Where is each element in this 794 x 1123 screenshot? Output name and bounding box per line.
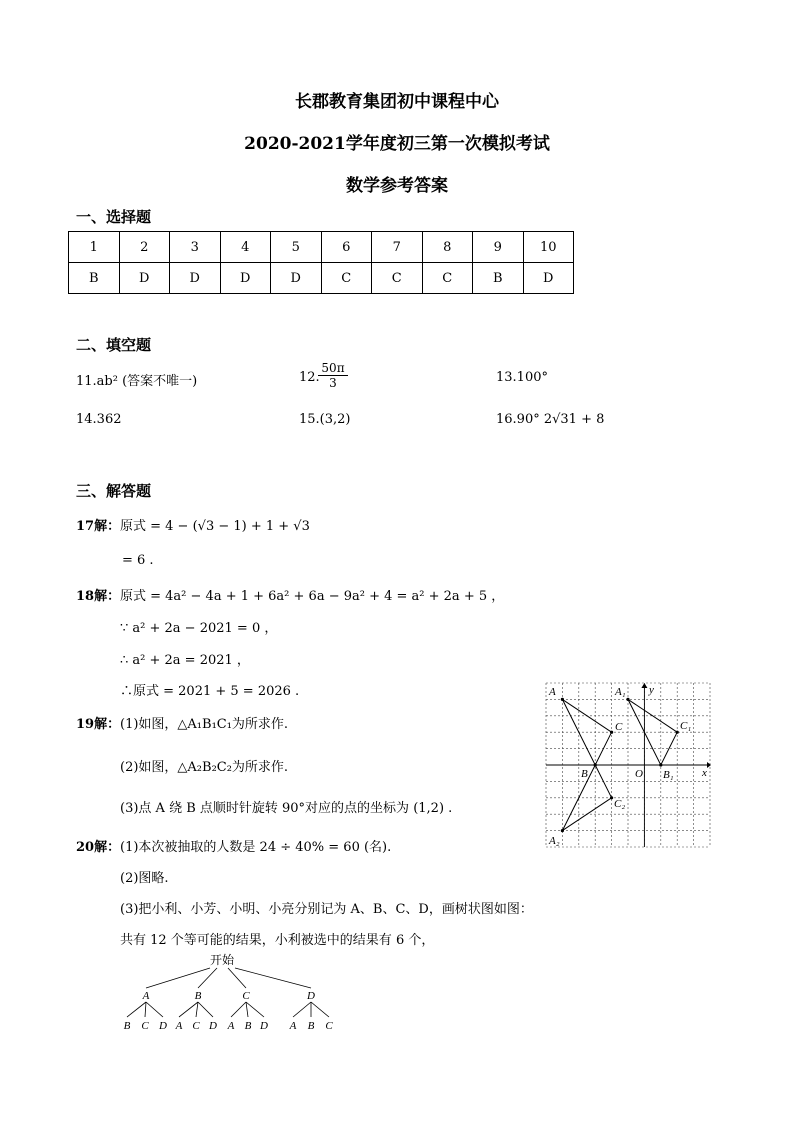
answer-table bbox=[68, 231, 574, 294]
point-b bbox=[594, 763, 597, 766]
tree-node-c: C bbox=[242, 990, 250, 1002]
table-cell: D bbox=[119, 263, 170, 294]
table-cell: 8 bbox=[422, 232, 473, 263]
axes bbox=[546, 685, 707, 847]
fraction-denominator: 3 bbox=[329, 376, 337, 390]
label-a: A bbox=[549, 686, 556, 698]
answer-16: 16.90° 2√31 + 8 bbox=[496, 412, 605, 427]
point-c2 bbox=[610, 796, 613, 799]
table-cell: 2 bbox=[119, 232, 170, 263]
q20-label: 20解： bbox=[76, 840, 121, 855]
table-cell: D bbox=[523, 263, 574, 294]
tree-root: 开始 bbox=[209, 953, 235, 967]
table-cell: 1 bbox=[69, 232, 120, 263]
label-c2: C₂ bbox=[614, 798, 626, 810]
q17-line-1: 原式 = 4 − (√3 − 1) + 1 + √3 bbox=[120, 519, 310, 534]
section-3-title: 三、解答题 bbox=[76, 482, 152, 500]
tree-leaf: C bbox=[192, 1020, 200, 1032]
table-cell: 7 bbox=[372, 232, 423, 263]
tree-leaf: C bbox=[325, 1020, 333, 1032]
q20-line-4: 共有 12 个等可能的结果，小利被选中的结果有 6 个， bbox=[120, 933, 435, 948]
table-cell: C bbox=[372, 263, 423, 294]
table-cell: B bbox=[473, 263, 524, 294]
q18-line-1: 原式 = 4a² − 4a + 1 + 6a² + 6a − 9a² + 4 = a² + 2a + 5 ， bbox=[120, 589, 505, 604]
answer-table-number-row bbox=[69, 232, 574, 263]
table-cell: 3 bbox=[170, 232, 221, 263]
q19-label: 19解： bbox=[76, 717, 121, 732]
point-a bbox=[561, 698, 564, 701]
header-line-2: 2020-2021学年度初三第一次模拟考试 bbox=[244, 134, 550, 154]
answer-13: 13.100° bbox=[496, 370, 548, 385]
tree-diagram bbox=[112, 950, 347, 1035]
label-c1: C₁ bbox=[680, 720, 692, 732]
label-y-axis: y bbox=[649, 684, 654, 696]
tree-leaf: B bbox=[123, 1020, 131, 1032]
point-b1 bbox=[659, 763, 662, 766]
tree-leaf: A bbox=[289, 1020, 297, 1032]
q19-line-2: (2)如图，△A₂B₂C₂为所求作. bbox=[120, 760, 289, 775]
tree-leaf: A bbox=[227, 1020, 235, 1032]
label-c: C bbox=[615, 721, 623, 733]
coordinate-grid-figure bbox=[545, 682, 713, 848]
tree-node-b: B bbox=[194, 990, 202, 1002]
tree-leaf: C bbox=[141, 1020, 149, 1032]
q19-line-3: (3)点 A 绕 B 点顺时针旋转 90°对应的点的坐标为 (1,2) . bbox=[120, 801, 453, 816]
x-axis-arrow bbox=[707, 762, 711, 768]
header-line-3: 数学参考答案 bbox=[346, 176, 448, 196]
point-c bbox=[610, 731, 613, 734]
tree-edges-level-1 bbox=[146, 968, 311, 988]
answer-14: 14.362 bbox=[76, 412, 122, 427]
table-cell: C bbox=[422, 263, 473, 294]
tree-leaf: B bbox=[244, 1020, 252, 1032]
q20-line-1: (1)本次被抽取的人数是 24 ÷ 40% = 60 (名). bbox=[120, 840, 392, 855]
table-cell: D bbox=[170, 263, 221, 294]
tree-leaf: B bbox=[307, 1020, 315, 1032]
label-x-axis: x bbox=[702, 767, 707, 779]
table-cell: 9 bbox=[473, 232, 524, 263]
table-cell: B bbox=[69, 263, 120, 294]
q18-line-2: ∵ a² + 2a − 2021 = 0 ， bbox=[120, 621, 278, 636]
label-b: B bbox=[581, 768, 588, 780]
answer-11: 11.ab² (答案不唯一) bbox=[76, 374, 198, 389]
tree-leaf: D bbox=[159, 1020, 167, 1032]
q20-line-3: (3)把小利、小芳、小明、小亮分别记为 A、B、C、D，画树状图如图： bbox=[120, 902, 533, 917]
tree-leaf: D bbox=[260, 1020, 268, 1032]
q17-line-2: = 6 . bbox=[122, 553, 154, 568]
label-o: O bbox=[635, 768, 643, 780]
label-a2: A₂ bbox=[549, 835, 560, 847]
table-cell: 4 bbox=[220, 232, 271, 263]
label-b1: B₁ bbox=[663, 769, 674, 781]
y-axis-arrow bbox=[641, 683, 647, 688]
table-cell: 6 bbox=[321, 232, 372, 263]
section-2-title: 二、填空题 bbox=[76, 336, 152, 354]
tree-node-a: A bbox=[142, 990, 150, 1002]
section-1-title: 一、选择题 bbox=[76, 208, 152, 226]
table-cell: D bbox=[271, 263, 322, 294]
point-a1 bbox=[626, 698, 629, 701]
point-a2 bbox=[561, 829, 564, 832]
q20-line-2: (2)图略. bbox=[120, 871, 169, 886]
answer-15: 15.(3,2) bbox=[299, 412, 351, 427]
tree-edges-level-2 bbox=[127, 1002, 329, 1017]
table-cell: D bbox=[220, 263, 271, 294]
answer-table-answer-row bbox=[69, 263, 574, 294]
table-cell: 5 bbox=[271, 232, 322, 263]
answer-12-label: 12. bbox=[299, 370, 320, 385]
q17-label: 17解： bbox=[76, 519, 121, 534]
q18-line-4: ∴原式 = 2021 + 5 = 2026 . bbox=[120, 684, 300, 699]
fraction-numerator: 50π bbox=[318, 361, 348, 376]
label-a1: A₁ bbox=[615, 686, 626, 698]
header-line-1: 长郡教育集团初中课程中心 bbox=[295, 92, 499, 112]
tree-leaf: D bbox=[209, 1020, 217, 1032]
tree-node-d: D bbox=[307, 990, 315, 1002]
point-c1 bbox=[676, 731, 679, 734]
q18-line-3: ∴ a² + 2a = 2021 ， bbox=[120, 653, 250, 668]
table-cell: C bbox=[321, 263, 372, 294]
q18-label: 18解： bbox=[76, 589, 121, 604]
table-cell: 10 bbox=[523, 232, 574, 263]
answer-12-fraction bbox=[318, 361, 348, 390]
tree-leaf: A bbox=[175, 1020, 183, 1032]
q19-line-1: (1)如图，△A₁B₁C₁为所求作. bbox=[120, 717, 289, 732]
